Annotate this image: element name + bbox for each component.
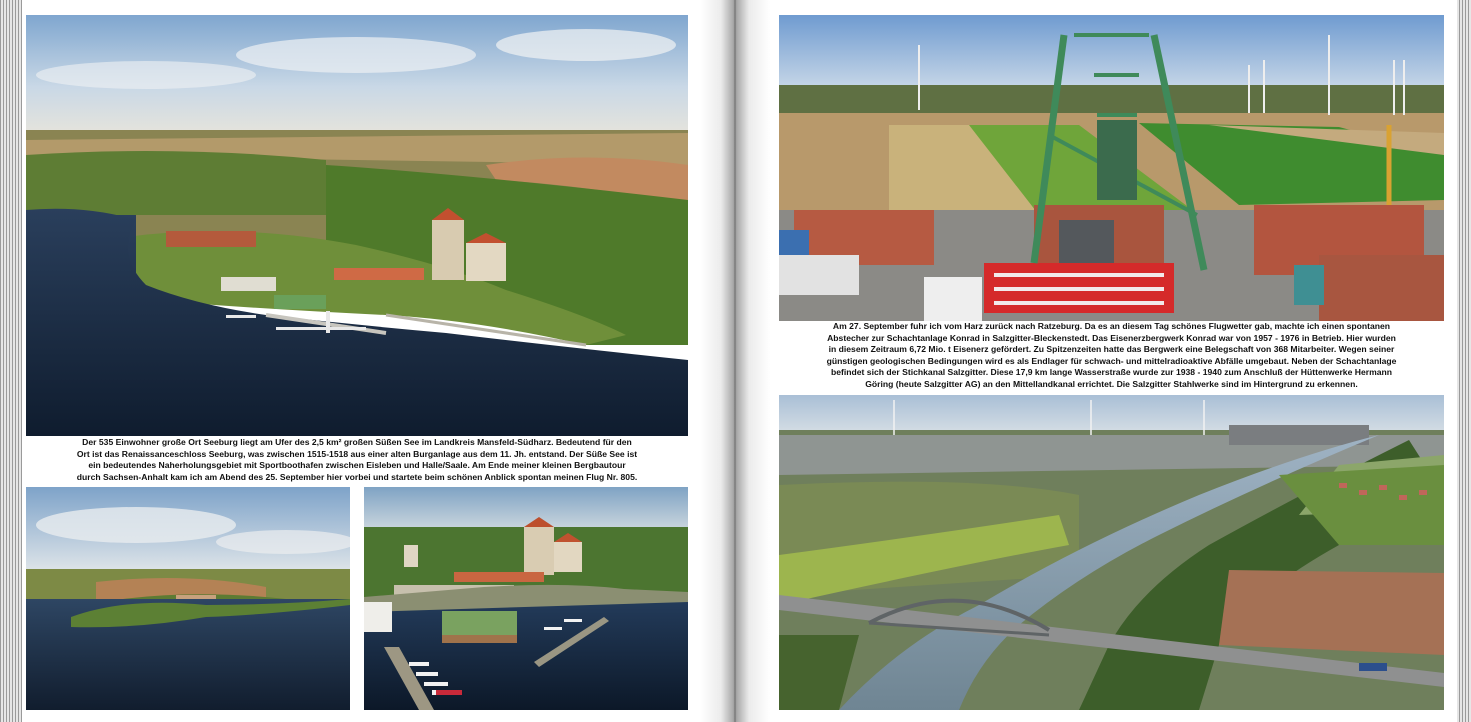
schacht-konrad-caption: Am 27. September fuhr ich vom Harz zurück nach Ratzeburg. Da es an diesem Tag schönes Flugwetter gab, machte ich einen spontanen Abstecher zur Schachtanlage Konrad in Salzgitter-Bleckenstedt. Das Eisenerzbergwerk Konrad war von 1957 - 1976 in Betrieb. Hier wurden in diesem Zeitraum 6,72 Mio. t Eisenerz gefördert. Zu Spitzenzeiten hatte das Bergwerk eine Belegschaft von 368 Mitarbeiter. Wegen seiner günstigen geologischen Bedingungen wird es als Endlager für schwach- und mittelradioaktive Abfälle umgebaut. Neben der Schachtanlage befindet sich der Stichkanal Salzgitter. Diese 17,9 km lange Wasserstraße wurde zur 1938 - 1940 zum Anschluß der Hüttenwerke Hermann Göring (heute Salzgitter AG) an den Mittellandkanal errichtet. Die Salzgitter Stahlwerke sind im Hintergrund zu erkennen. <box>826 321 1397 389</box>
stichkanal-salzgitter-photo <box>779 395 1444 710</box>
book-page-stack-left <box>0 0 22 722</box>
book-spine-shadow <box>700 0 770 722</box>
schacht-konrad-photo <box>779 15 1444 321</box>
seeburg-lake-photo <box>26 487 350 710</box>
book-page-stack-right <box>1457 0 1471 722</box>
seeburg-harbor-photo <box>364 487 688 710</box>
seeburg-aerial-photo <box>26 15 688 436</box>
seeburg-caption: Der 535 Einwohner große Ort Seeburg liegt am Ufer des 2,5 km² großen Süßen See im Landkreis Mansfeld-Südharz. Bedeutend für den Ort ist das Renaissanceschloss Seeburg, was zwischen 1515-1518 aus einer alten Burganlage aus dem 11. Jh. entstand. Der Süße See ist ein bedeutendes Naherholungsgebiet mit Sportboothafen zwischen Eisleben und Halle/Saale. Am Ende meiner kleinen Bergbautour durch Sachsen-Anhalt kam ich am Abend des 25. September hier vorbei und startete beim schönen Anblick spontan meinen Flug Nr. 805. <box>76 437 638 482</box>
